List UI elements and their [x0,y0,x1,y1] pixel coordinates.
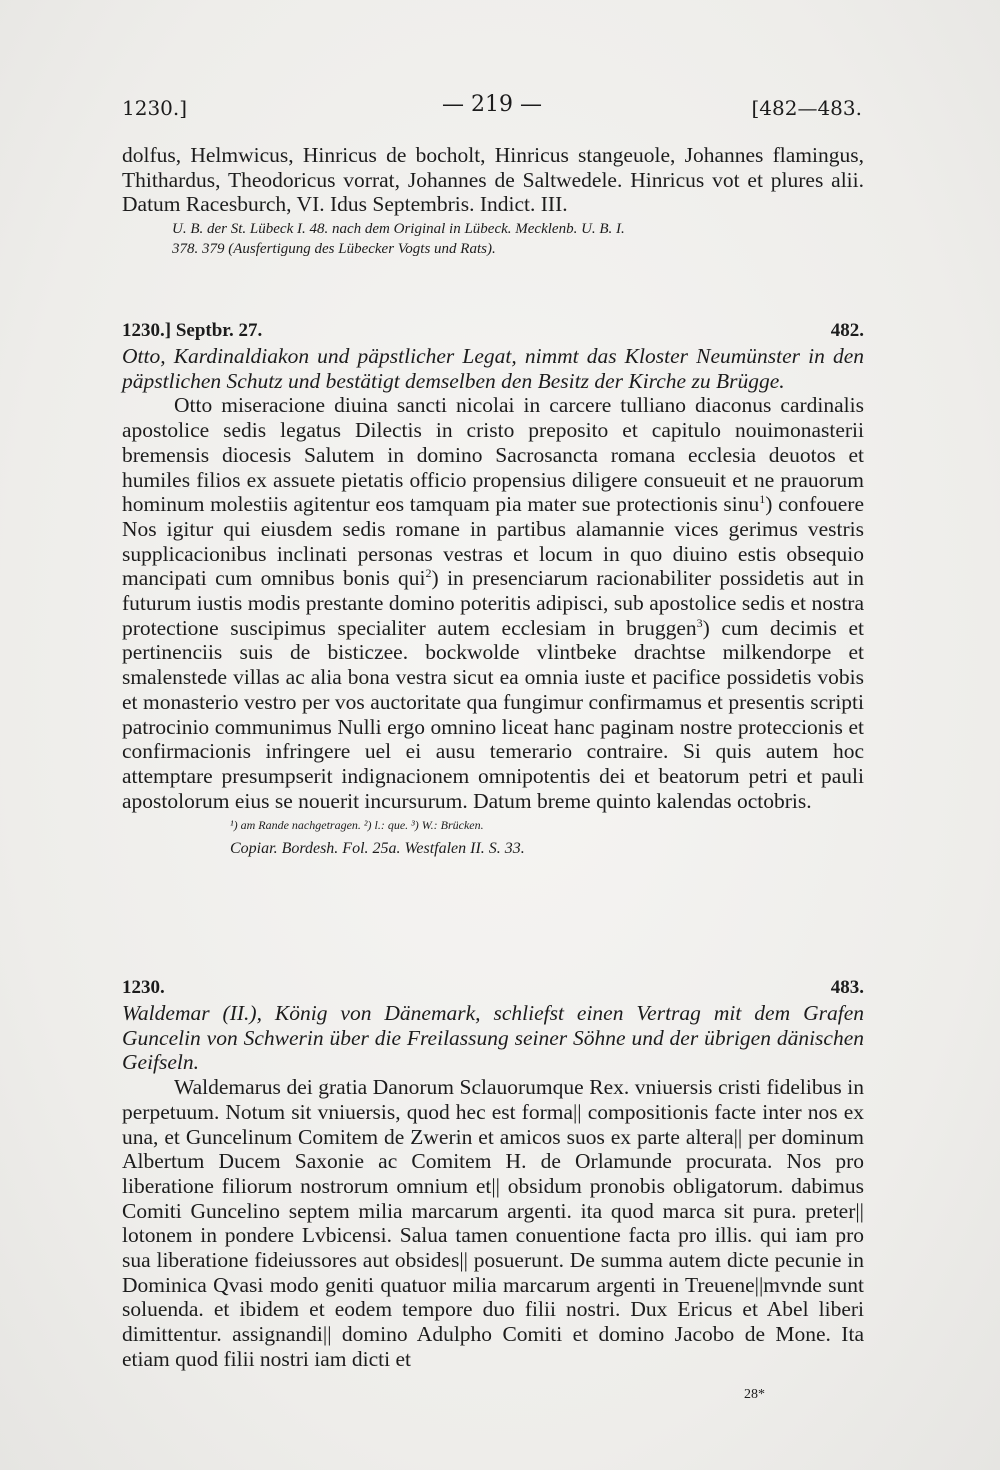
entry-482-date: 1230.] Septbr. 27. [122,320,263,341]
entry-482-text-b: ) confouere Nos igitur qui eiusdem sedis romane in partibus alamannie vices gerimus vestris supplicacionibus inclinati personas vestras et locum in quo diuino estis obsequio mancipati cum omnibus bonis qui [122,492,865,591]
footnote-ref-3: 3 [696,615,703,630]
page-number: — 219 — [442,92,542,117]
entry-482-footnotes: ¹) am Rande nachgetragen. ²) l.: que. ³) W.: Brücken. [230,818,484,833]
previous-entry-text: dolfus, Helmwicus, Hinricus de bocholt, Hinricus stangeuole, Johannes flamingus, Thithardus, Theodoricus vorrat, Johannes de Saltwedele. Hinricus vot et plures alii. Datum Racesburch, VI. Idus Septembris. Indict. III. [122,143,864,217]
footnote-ref-2: 2 [425,566,432,581]
entry-482-number: 482. [830,320,864,341]
signature-mark: 28* [744,1387,765,1402]
entry-482-text-a: Otto miseracione diuina sancti nicolai in carcere tulliano diaconus cardinalis apostolice sedis legatus Dilectis in cristo preposito et capitulo nouimonasterii bremensis diocesis Salutem in domino Sacrosancta romana ecclesia deuotos et humiles filios ex assuete pietatis officio propensius diligere consueuit et ne prauorum hominum molestiis agitentur eos tamquam pia mater sue protectionis sinu [122,393,864,517]
previous-entry-continuation [122,143,864,259]
entry-483 [122,977,864,1372]
entry-482-text-c: ) in presenciarum racionabiliter possidetis aut in futurum iustis modis prestante domino poteritis adipisci, sub apostolice sedis et nostra protectione suscipimus specialiter autem ecclesiam in bruggen [122,566,864,640]
previous-entry-source-line1: U. B. der St. Lübeck I. 48. nach dem Original in Lübeck. Mecklenb. U. B. I. [172,221,625,238]
entry-482-heading [122,320,864,344]
entry-483-number: 483. [830,977,864,998]
entry-483-date: 1230. [122,977,165,998]
previous-entry-source-line2: 378. 379 (Ausfertigung des Lübecker Vogts und Rats). [172,241,496,258]
entry-482-regest: Otto, Kardinaldiakon und päpstlicher Legat, nimmt das Kloster Neumünster in den päpstlichen Schutz und bestätigt demselben den Besitz der Kirche zu Brügge. [122,344,864,393]
header-year: 1230.] [122,96,188,120]
entry-483-text: Waldemarus dei gratia Danorum Sclauorumque Rex. vniuersis cristi fidelibus in perpetuum. Notum sit vniuersis, quod hec est forma|| compositionis facte inter nos ex una, et Guncelinum Comitem de Zwerin et amicos suos ex parte altera|| per dominum Albertum Ducem Saxonie ac Comitem H. de Orlamunde procurata. Nos pro liberatione filiorum nostrorum omnium et|| obsidum pronobis obligatorum. dabimus Comiti Guncelino septem milia marcarum argenti. ita quod marca sit pura. preter|| lotonem in pondere Lvbicensi. Salua tamen conuentione facta pro illis. qui iam pro sua liberatione fideiussores aut obsides|| posuerunt. De summa autem dicte pecunie in Dominica Qvasi modo geniti quatuor milia marcarum argenti in Treuene||mvnde sunt soluenda. et ibidem et eodem tempore duo filii nostri. Dux Ericus et Abel liberi dimittentur. assignandi|| domino Adulpho Comiti et domino Jacobo de Mone. Ita etiam quod filii nostri iam dicti et [122,1075,864,1371]
entry-482 [122,320,864,859]
entry-482-text [122,393,864,813]
entry-483-regest: Waldemar (II.), König von Dänemark, schliefst einen Vertrag mit dem Grafen Guncelin von Schwerin über die Freilassung seiner Söhne und der übrigen dänischen Geifseln. [122,1001,864,1075]
entry-482-text-d: ) cum decimis et pertinenciis suis de bisticzee. bockwolde vlintbeke drachtse milkendorpe et smalenstede villas ac alia bona vestra sicut ea omnia iuste et pacifice possidetis vobis et monasterio vestro per vos auctoritate qua fungimur confirmamus et presentis scripti patrocinio communimus Nulli ergo omnino liceat hanc paginam nostre proteccionis et confirmacionis infringere uel ei ausu temerario contraire. Si quis autem hoc attemptare presumpserit indignacionem omnipotentis dei et beatorum petri et pauli apostolorum eius se nouerit incursurum. Datum breme quinto kalendas octobris. [122,615,864,813]
entry-482-source: Copiar. Bordesh. Fol. 25a. Westfalen II. S. 33. [230,840,525,858]
entry-483-heading [122,977,864,1001]
header-entry-range: [482—483. [751,96,862,120]
page-header [122,92,862,124]
footnote-ref-1: 1 [759,492,766,507]
